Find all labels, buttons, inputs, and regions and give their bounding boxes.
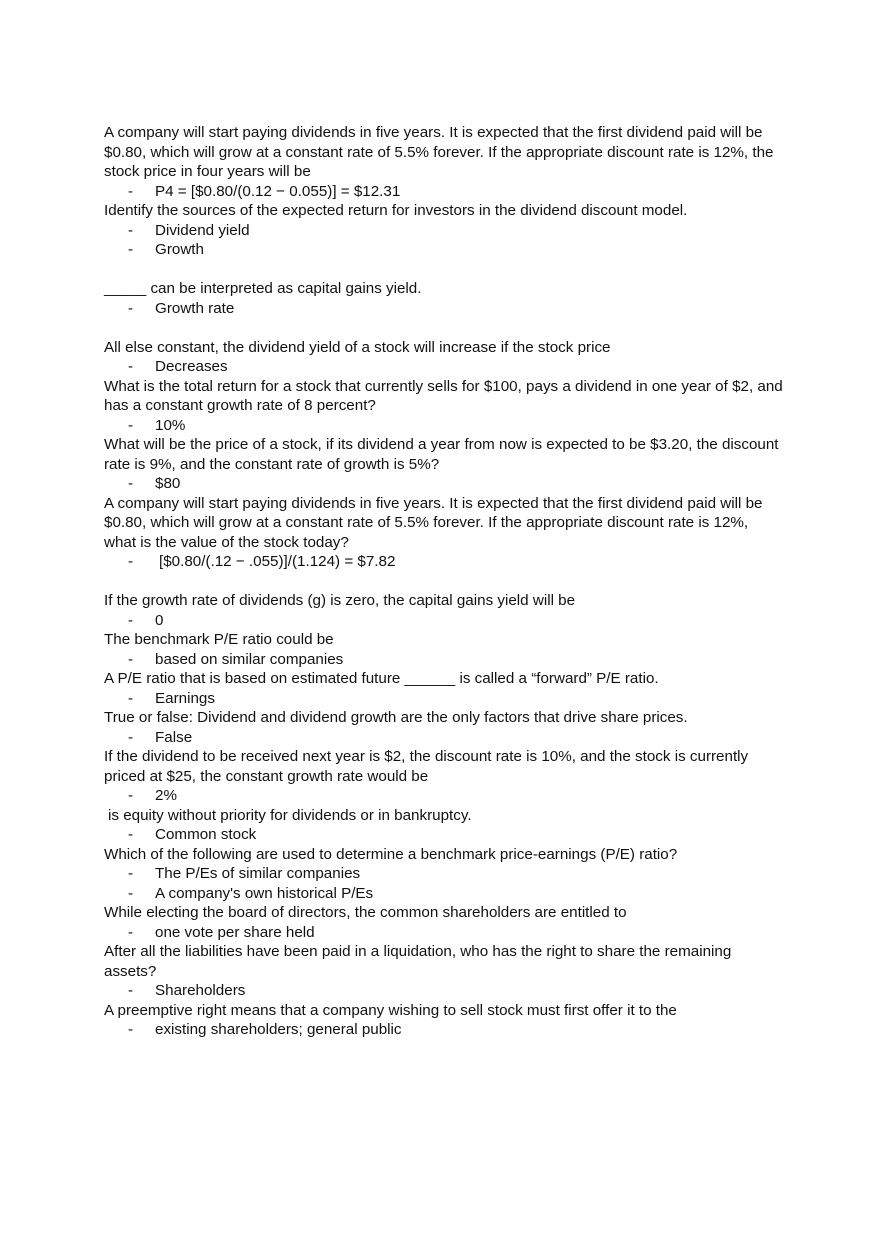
bullet-dash: - bbox=[128, 689, 134, 707]
bullet-dash: - bbox=[128, 884, 134, 902]
bullet-dash: - bbox=[128, 982, 134, 999]
answer-9: - based on similar companies bbox=[128, 650, 344, 668]
question-7: A company will start paying dividends in five years. It is expected that the first dividend paid will be $0.80, which will grow at a constant rate of 5.5% forever. If the appropriate discount rate is 12%, what is the value of the stock today? bbox=[104, 494, 763, 551]
bullet-dash: - bbox=[128, 553, 134, 570]
bullet-dash: - bbox=[128, 611, 134, 629]
document-body bbox=[104, 123, 784, 1040]
bullet-dash: - bbox=[128, 416, 134, 434]
spacer bbox=[104, 318, 784, 338]
answer-16: - Shareholders bbox=[128, 982, 246, 999]
bullet-dash: - bbox=[128, 299, 134, 317]
answer-14a: - The P/Es of similar companies bbox=[128, 865, 361, 882]
answer-3: - Growth rate bbox=[128, 299, 235, 317]
question-15: While electing the board of directors, the common shareholders are entitled to bbox=[104, 904, 627, 921]
bullet-dash: - bbox=[128, 923, 134, 941]
answer-14b: - A company's own historical P/Es bbox=[128, 884, 374, 902]
question-13: is equity without priority for dividends or in bankruptcy. bbox=[108, 806, 472, 824]
answer-1: - P4 = [$0.80/(0.12 − 0.055)] = $12.31 bbox=[128, 182, 401, 200]
bullet-dash: - bbox=[128, 728, 134, 746]
bullet-dash: - bbox=[128, 826, 134, 843]
question-9: The benchmark P/E ratio could be bbox=[104, 631, 334, 648]
question-4: All else constant, the dividend yield of a stock will increase if the stock price bbox=[104, 338, 611, 356]
answer-15: - one vote per share held bbox=[128, 923, 315, 941]
question-3: _____ can be interpreted as capital gains yield. bbox=[104, 280, 422, 297]
bullet-dash: - bbox=[128, 475, 134, 492]
answer-10: - Earnings bbox=[128, 689, 215, 707]
bullet-dash: - bbox=[128, 221, 134, 239]
answer-11: - False bbox=[128, 728, 193, 746]
question-12: If the dividend to be received next year is $2, the discount rate is 10%, and the stock is currently priced at $25, the constant growth rate would be bbox=[104, 748, 749, 785]
bullet-dash: - bbox=[128, 241, 134, 258]
question-11: True or false: Dividend and dividend growth are the only factors that drive share prices. bbox=[104, 709, 688, 726]
question-8: If the growth rate of dividends (g) is zero, the capital gains yield will be bbox=[104, 592, 576, 609]
answer-12: - 2% bbox=[128, 787, 177, 804]
bullet-dash: - bbox=[128, 787, 134, 804]
question-10: A P/E ratio that is based on estimated future ______ is called a “forward” P/E ratio. bbox=[104, 670, 659, 687]
answer-4: - Decreases bbox=[128, 358, 228, 375]
question-2: Identify the sources of the expected return for investors in the dividend discount model. bbox=[104, 202, 688, 219]
bullet-dash: - bbox=[128, 1021, 134, 1038]
answer-2a: - Dividend yield bbox=[128, 221, 250, 239]
answer-5: - 10% bbox=[128, 416, 186, 434]
answer-8: - 0 bbox=[128, 611, 164, 629]
bullet-dash: - bbox=[128, 650, 134, 668]
bullet-dash: - bbox=[128, 182, 134, 200]
question-1: A company will start paying dividends in five years. It is expected that the first dividend paid will be $0.80, which will grow at a constant rate of 5.5% forever. If the appropriate discount rate is 12%, the stock price in four years will be bbox=[104, 124, 774, 180]
spacer bbox=[104, 260, 784, 280]
question-6: What will be the price of a stock, if its dividend a year from now is expected to be $3.20, the discount rate is 9%, and the constant rate of growth is 5%? bbox=[104, 436, 779, 473]
answer-13: - Common stock bbox=[128, 826, 257, 843]
bullet-dash: - bbox=[128, 865, 134, 882]
question-5: What is the total return for a stock that currently sells for $100, pays a dividend in one year of $2, and has a constant growth rate of 8 percent? bbox=[104, 377, 783, 414]
answer-2b: - Growth bbox=[128, 241, 204, 258]
bullet-dash: - bbox=[128, 358, 134, 375]
spacer bbox=[104, 572, 784, 592]
answer-17: - existing shareholders; general public bbox=[128, 1021, 402, 1038]
answer-6: - $80 bbox=[128, 475, 181, 492]
answer-7: - [$0.80/(.12 − .055)]/(1.124) = $7.82 bbox=[128, 553, 396, 570]
question-14: Which of the following are used to determine a benchmark price-earnings (P/E) ratio? bbox=[104, 845, 678, 863]
question-17: A preemptive right means that a company wishing to sell stock must first offer it to the bbox=[104, 1001, 677, 1019]
question-16: After all the liabilities have been paid in a liquidation, who has the right to share the remaining assets? bbox=[104, 943, 732, 980]
